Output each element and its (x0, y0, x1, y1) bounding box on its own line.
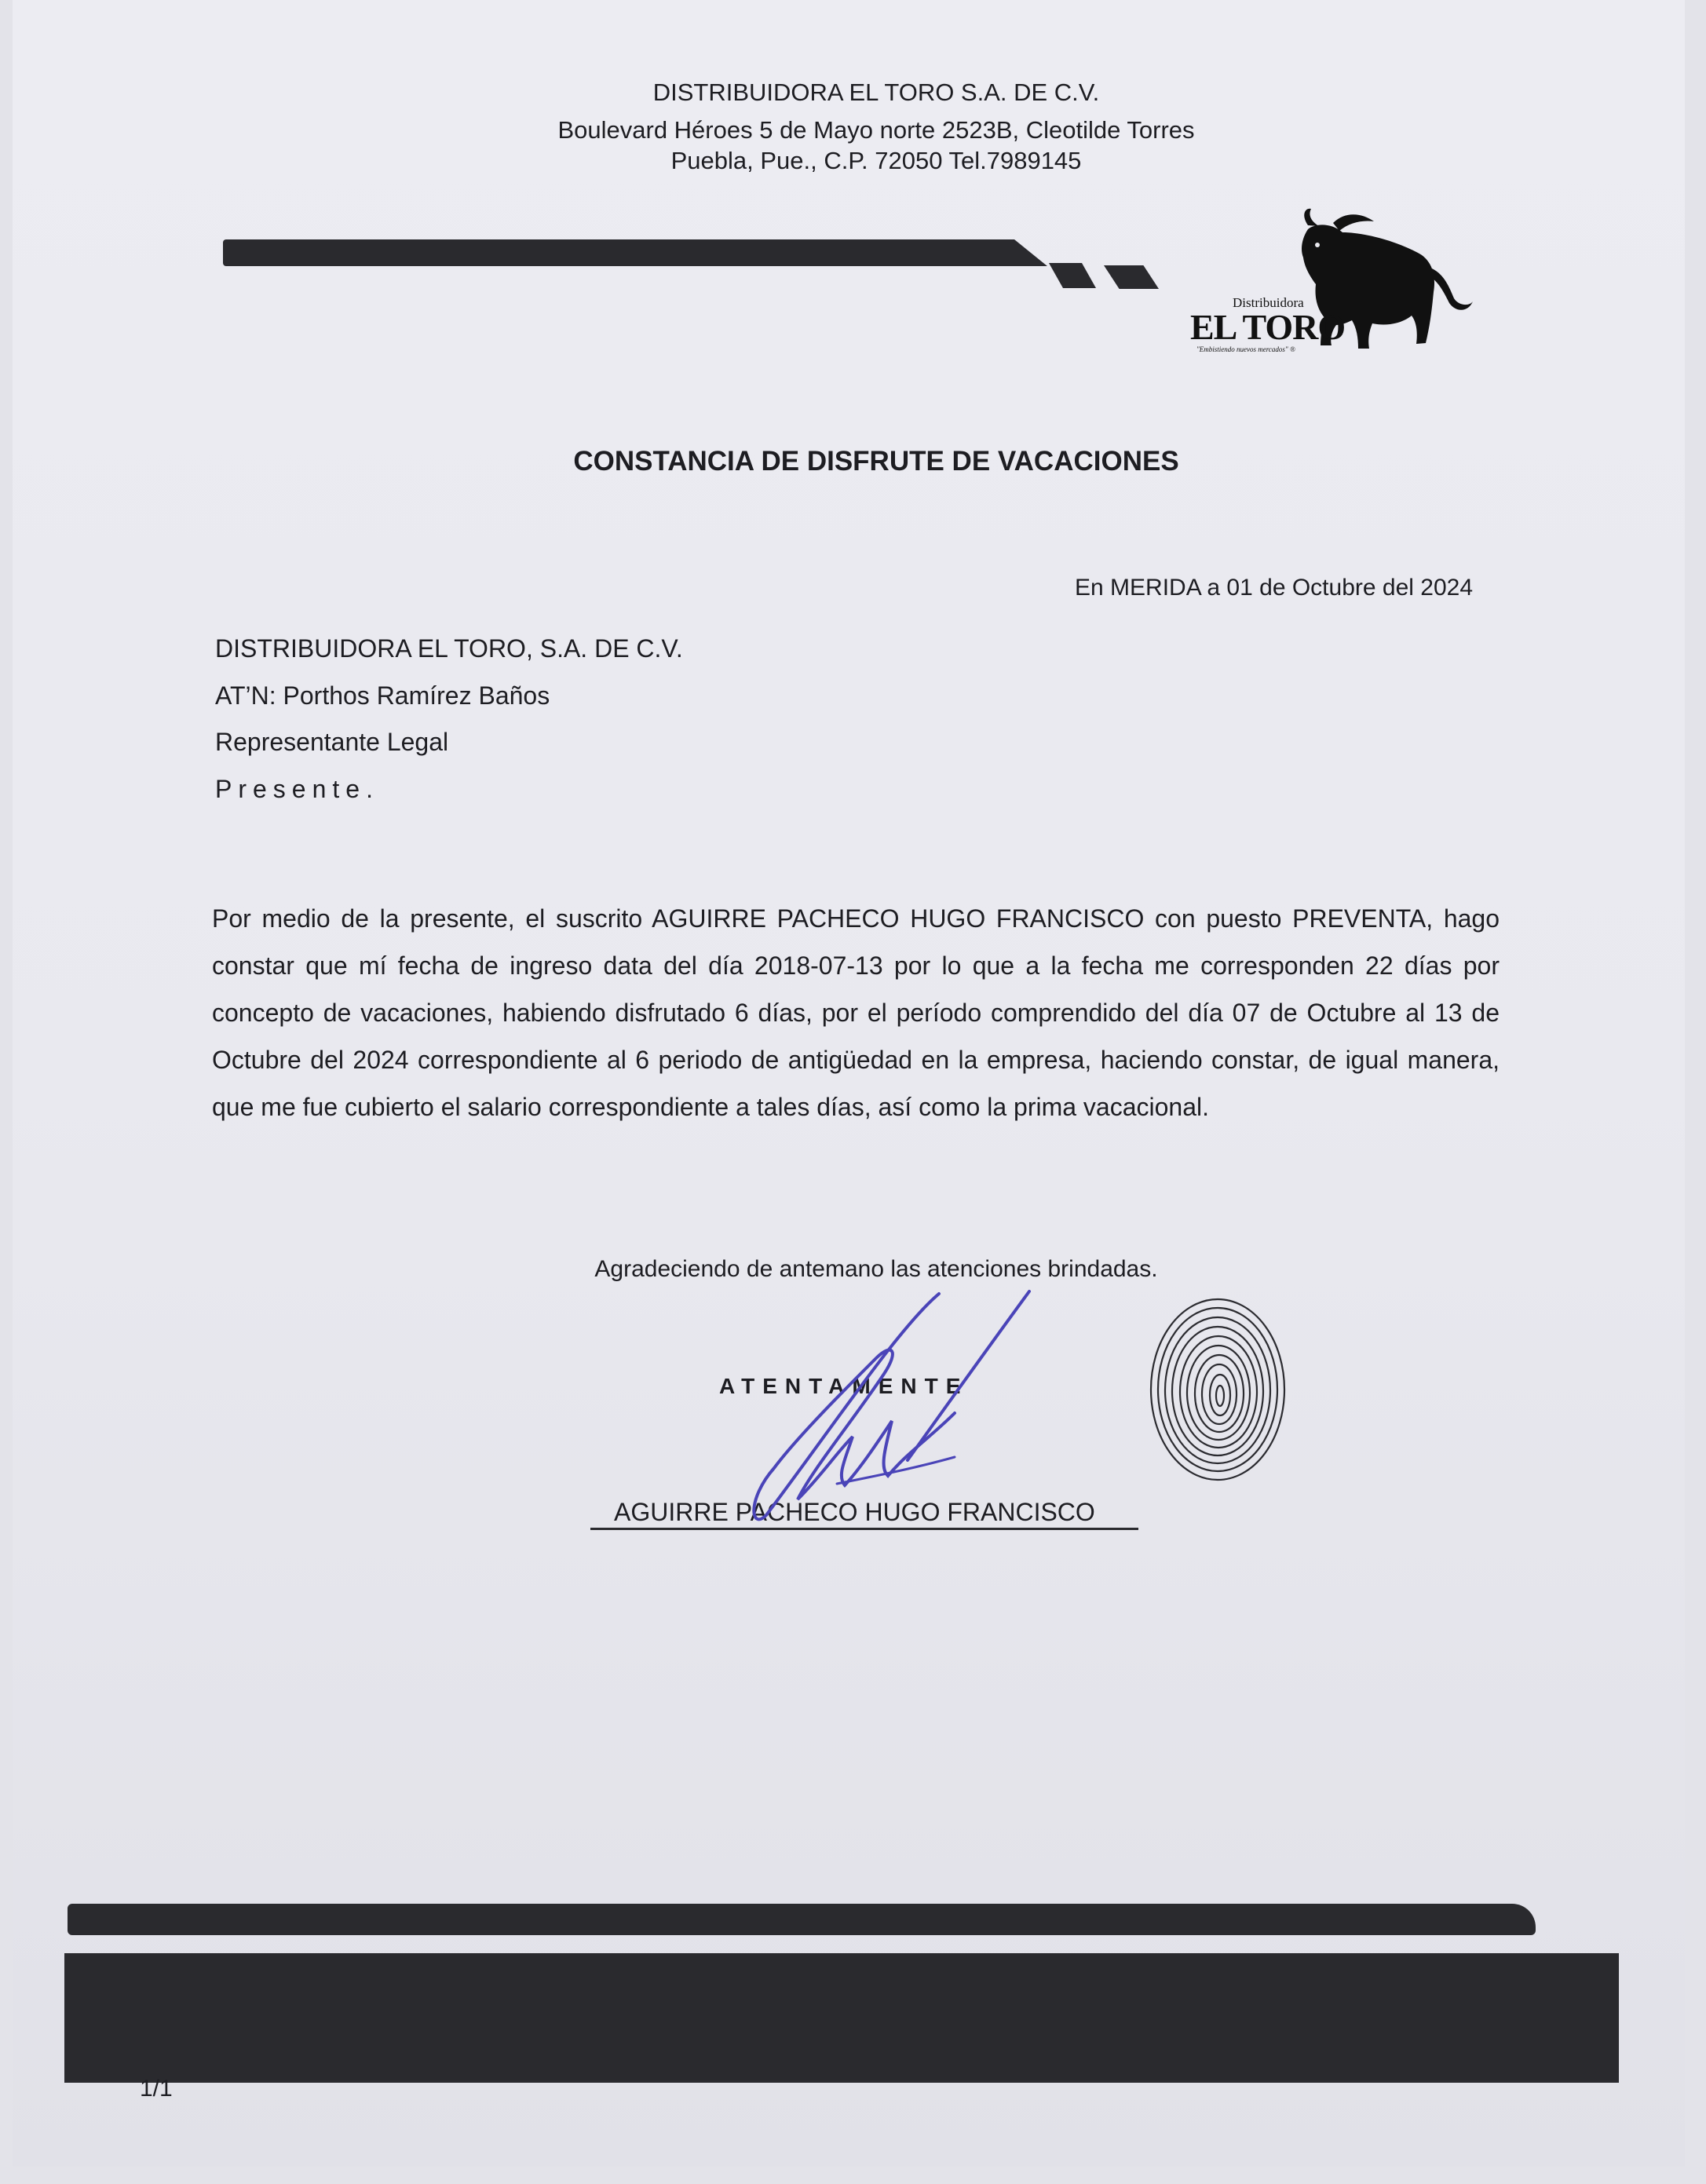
addressee-attention: AT’N: Porthos Ramírez Baños (215, 681, 550, 710)
company-logo (1182, 206, 1489, 363)
logo-small-text: Distribuidora (1233, 295, 1304, 310)
page-number: 1/1 (140, 2076, 173, 2102)
fingerprint-mark (1143, 1291, 1292, 1488)
handwritten-signature (719, 1280, 1049, 1539)
logo-name: EL TORO (1190, 307, 1346, 347)
addressee-presente: Presente. (215, 775, 379, 803)
footer-decorative-bar (68, 1904, 1536, 1935)
date-line: En MERIDA a 01 de Octubre del 2024 (1075, 575, 1473, 601)
footer-decorative-block (64, 1953, 1619, 2083)
closing-atentamente: ATENTAMENTE (719, 1374, 969, 1398)
header-decorative-bar (223, 239, 1047, 266)
addressee-role: Representante Legal (215, 728, 449, 756)
header-address: Boulevard Héroes 5 de Mayo norte 2523B, Cleotilde Torres (557, 116, 1195, 144)
document-title: CONSTANCIA DE DISFRUTE DE VACACIONES (573, 446, 1179, 477)
header-city: Puebla, Pue., C.P. 72050 Tel.7989145 (670, 147, 1082, 174)
body-paragraph: Por medio de la presente, el suscrito AGUIRRE PACHECO HUGO FRANCISCO con puesto PREVENTA, hago constar que mí fecha de ingreso data del día 2018-07-13 por lo que a la fecha me corresponden 22 días por concepto de vacaciones, habiendo disfrutado 6 días, por el período comprendido del día 07 de Octubre al 13 de Octubre del 2024 correspondiente al 6 periodo de antigüedad en la empresa, haciendo constar, de igual manera, que me fue cubierto el salario correspondiente a tales días, así como la prima vacacional. (212, 904, 1500, 1121)
document-page (13, 0, 1685, 2167)
header-decorative-dash (1104, 265, 1159, 289)
thanks-line: Agradeciendo de antemano las atenciones brindadas. (594, 1256, 1158, 1282)
header-company: DISTRIBUIDORA EL TORO S.A. DE C.V. (652, 79, 1100, 106)
logo-tagline: "Embistiendo nuevos mercados" ® (1196, 345, 1295, 353)
signer-name: AGUIRRE PACHECO HUGO FRANCISCO (614, 1498, 1095, 1526)
header-decorative-dash (1049, 263, 1096, 288)
addressee-company: DISTRIBUIDORA EL TORO, S.A. DE C.V. (215, 634, 683, 663)
